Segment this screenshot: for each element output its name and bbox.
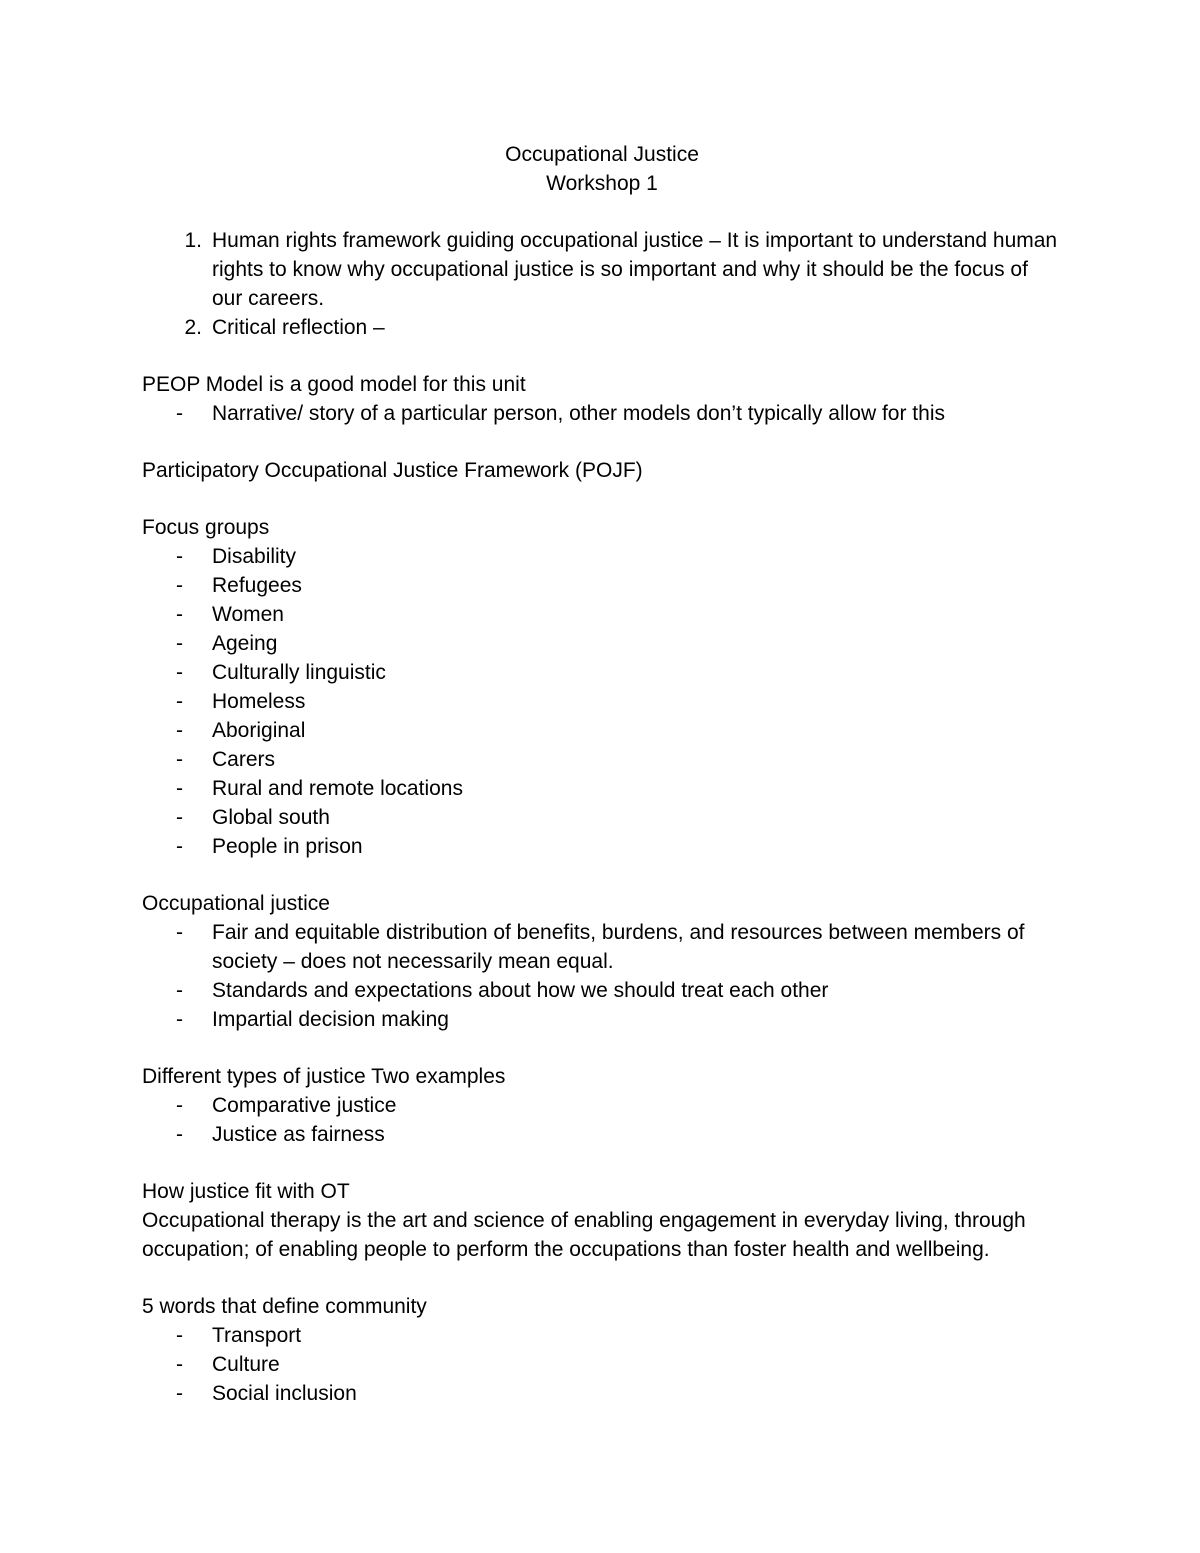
- section-types-of-justice: [142, 1062, 1062, 1149]
- bullet-dash: -: [176, 632, 183, 655]
- bullet-dash: -: [176, 1353, 183, 1376]
- title-line-1: Occupational Justice: [505, 143, 699, 166]
- section-heading: Focus groups: [142, 516, 270, 539]
- bullet-dash: -: [176, 661, 183, 684]
- list-item-text: Aboriginal: [212, 719, 306, 742]
- list-item: [142, 745, 1062, 774]
- section-heading: Occupational justice: [142, 892, 330, 915]
- bullet-dash: -: [176, 690, 183, 713]
- bullet-dash: -: [176, 719, 183, 742]
- list-item-text: Culture: [212, 1353, 280, 1376]
- list-item-text: Human rights framework guiding occupational justice – It is important to understand human rights to know why occupational justice is so important and why it should be the focus of our careers.: [212, 229, 1058, 310]
- bullet-dash: -: [176, 806, 183, 829]
- bullet-dash: -: [176, 1324, 183, 1347]
- bullet-dash: -: [176, 1008, 183, 1031]
- list-item-text: Comparative justice: [212, 1094, 397, 1117]
- list-item: [142, 832, 1062, 861]
- list-item-text: Refugees: [212, 574, 302, 597]
- section-heading: 5 words that define community: [142, 1295, 427, 1318]
- list-number: 2.: [184, 316, 202, 339]
- list-item: [142, 918, 1062, 976]
- list-number: 1.: [184, 229, 202, 252]
- list-item-text: Women: [212, 603, 284, 626]
- bullet-dash: -: [176, 1382, 183, 1405]
- section-focus-groups: [142, 513, 1062, 861]
- section-heading: Participatory Occupational Justice Framework (POJF): [142, 459, 643, 482]
- list-item: [142, 399, 1062, 428]
- ot-definition-paragraph: Occupational therapy is the art and science of enabling engagement in everyday living, through occupation; of enabling people to perform the occupations than foster health and wellbeing.: [142, 1209, 1026, 1261]
- list-item-text: Fair and equitable distribution of benefits, burdens, and resources between members of society – does not necessarily mean equal.: [212, 921, 1025, 973]
- section-occupational-justice: [142, 889, 1062, 1034]
- bullet-dash: -: [176, 574, 183, 597]
- bullet-dash: -: [176, 1123, 183, 1146]
- list-item-text: Ageing: [212, 632, 278, 655]
- list-item-text: Impartial decision making: [212, 1008, 449, 1031]
- bullet-dash: -: [176, 603, 183, 626]
- list-item: [142, 774, 1062, 803]
- list-item-text: Standards and expectations about how we should treat each other: [212, 979, 829, 1002]
- section-pojf: [142, 456, 1062, 485]
- list-item: [142, 1005, 1062, 1034]
- numbered-item: [142, 226, 1062, 313]
- list-item-text: Narrative/ story of a particular person, other models don’t typically allow for this: [212, 402, 945, 425]
- bullet-dash: -: [176, 748, 183, 771]
- list-item: [142, 542, 1062, 571]
- list-item-text: Justice as fairness: [212, 1123, 385, 1146]
- list-item-text: Culturally linguistic: [212, 661, 386, 684]
- title-line-2: Workshop 1: [546, 172, 658, 195]
- bullet-dash: -: [176, 921, 183, 944]
- list-item-text: Critical reflection –: [212, 316, 385, 339]
- numbered-list: [142, 226, 1062, 342]
- list-item: [142, 1379, 1062, 1408]
- list-item-text: Carers: [212, 748, 276, 771]
- list-item: [142, 803, 1062, 832]
- bullet-dash: -: [176, 1094, 183, 1117]
- list-item: [142, 629, 1062, 658]
- bullet-dash: -: [176, 979, 183, 1002]
- list-item-text: Rural and remote locations: [212, 777, 463, 800]
- list-item: [142, 976, 1062, 1005]
- list-item-text: Social inclusion: [212, 1382, 357, 1405]
- list-item: [142, 687, 1062, 716]
- list-item: [142, 716, 1062, 745]
- list-item-text: Transport: [212, 1324, 302, 1347]
- document-title: [142, 140, 1062, 198]
- section-community: [142, 1292, 1062, 1408]
- list-item-text: People in prison: [212, 835, 363, 858]
- bullet-dash: -: [176, 545, 183, 568]
- section-heading: How justice fit with OT: [142, 1180, 350, 1203]
- section-peop: [142, 370, 1062, 428]
- list-item-text: Global south: [212, 806, 330, 829]
- list-item: [142, 600, 1062, 629]
- numbered-item: [142, 313, 1062, 342]
- bullet-dash: -: [176, 777, 183, 800]
- section-heading: PEOP Model is a good model for this unit: [142, 373, 526, 396]
- list-item: [142, 571, 1062, 600]
- document-body: [142, 140, 1062, 1408]
- section-heading: Different types of justice Two examples: [142, 1065, 506, 1088]
- list-item-text: Disability: [212, 545, 297, 568]
- bullet-dash: -: [176, 835, 183, 858]
- bullet-dash: -: [176, 402, 183, 425]
- list-item: [142, 658, 1062, 687]
- list-item: [142, 1120, 1062, 1149]
- list-item: [142, 1350, 1062, 1379]
- list-item-text: Homeless: [212, 690, 306, 713]
- section-ot: [142, 1177, 1062, 1264]
- list-item: [142, 1321, 1062, 1350]
- list-item: [142, 1091, 1062, 1120]
